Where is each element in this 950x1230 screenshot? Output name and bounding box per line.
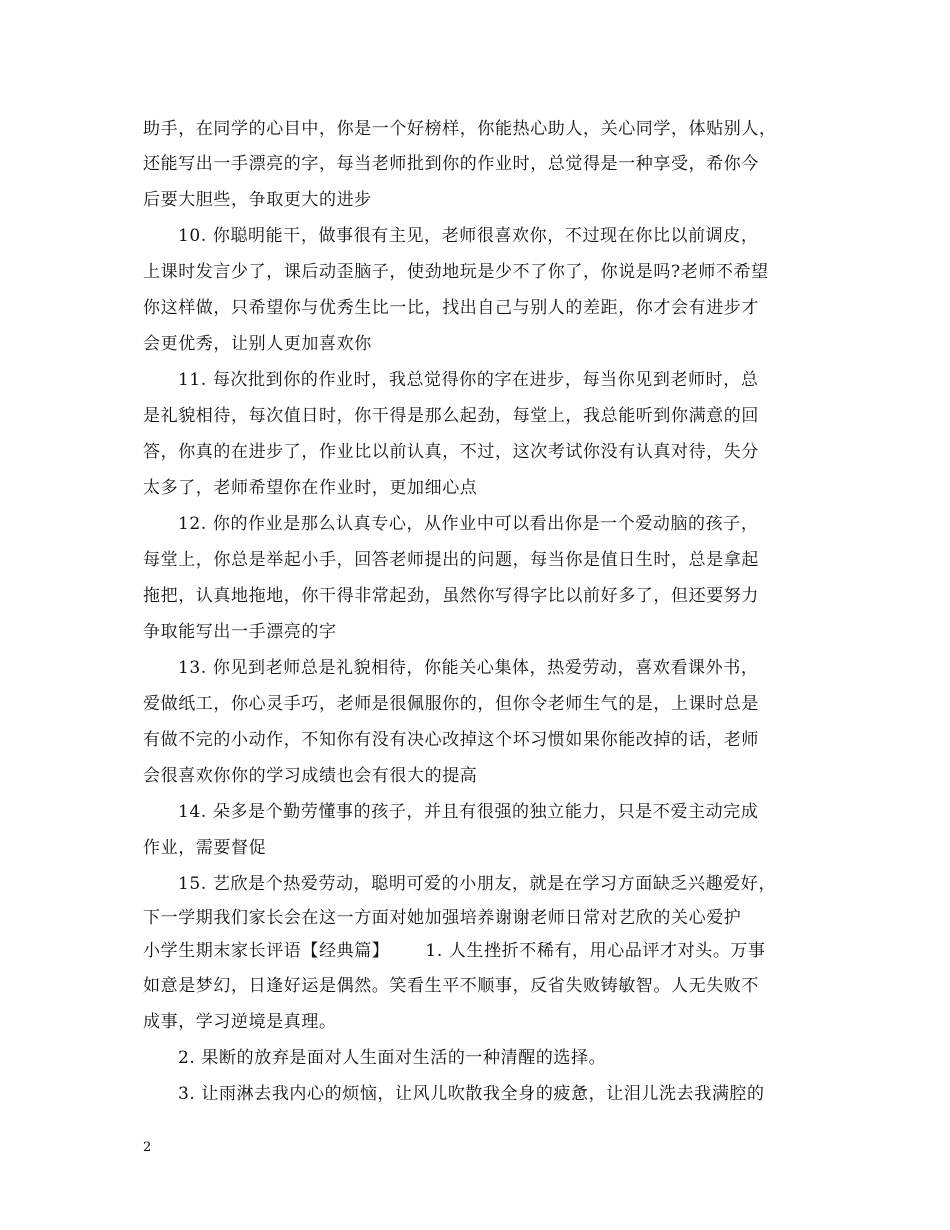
text-line: 后要大胆些，争取更大的进步 [143, 190, 372, 210]
paragraph-3-start: 3. 让雨淋去我内心的烦恼，让风儿吹散我全身的疲惫，让泪儿洗去我满腔的 [178, 1084, 765, 1104]
text-line: 成事，学习逆境是真理。 [143, 1012, 337, 1032]
text-line: 会很喜欢你你的学习成绩也会有很大的提高 [143, 766, 478, 786]
paragraph-11-start: 11. 每次批到你的作业时，我总觉得你的字在进步，每当你见到老师时，总 [178, 370, 759, 390]
paragraph-15-start: 15. 艺欣是个热爱劳动，聪明可爱的小朋友，就是在学习方面缺乏兴趣爱好， [178, 874, 777, 894]
text-line: 助手，在同学的心目中，你是一个好榜样，你能热心助人，关心同学，体贴别人， [143, 119, 777, 139]
section-heading-line [143, 939, 766, 963]
text-line: 答，你真的在进步了，作业比以前认真，不过，这次考试你没有认真对待，失分 [143, 442, 759, 462]
text-line: 你这样做，只希望你与优秀生比一比，找出自己与别人的差距，你才会有进步才 [143, 298, 759, 318]
text-line: 是礼貌相待，每次值日时，你干得是那么起劲，每堂上，我总能听到你满意的回 [143, 406, 759, 426]
section-first-item: 1. 人生挫折不稀有，用心品评才对头。万事 [425, 941, 766, 961]
paragraph-13-start: 13. 你见到老师总是礼貌相待，你能关心集体，热爱劳动，喜欢看课外书， [178, 658, 759, 678]
text-line: 有做不完的小动作，不知你有没有决心改掉这个坏习惯如果你能改掉的话，老师 [143, 730, 759, 750]
text-line: 会更优秀，让别人更加喜欢你 [143, 334, 372, 354]
text-line: 上课时发言少了，课后动歪脑子，使劲地玩是少不了你了，你说是吗?老师不希望 [143, 262, 769, 282]
text-line: 爱做纸工，你心灵手巧，老师是很佩服你的，但你令老师生气的是，上课时总是 [143, 694, 759, 714]
text-line: 如意是梦幻，日逢好运是偶然。笑看生平不顺事，反省失败铸敏智。人无失败不 [143, 976, 759, 996]
paragraph-12-start: 12. 你的作业是那么认真专心，从作业中可以看出你是一个爱动脑的孩子， [178, 514, 759, 534]
text-line: 拖把，认真地拖地，你干得非常起劲，虽然你写得字比以前好多了，但还要努力 [143, 586, 759, 606]
text-line: 作业，需要督促 [143, 838, 267, 858]
paragraph-2-start: 2. 果断的放弃是面对人生面对生活的一种清醒的选择。 [178, 1048, 607, 1068]
page-number: 2 [143, 1140, 152, 1155]
text-line: 每堂上，你总是举起小手，回答老师提出的问题，每当你是值日生时，总是拿起 [143, 550, 759, 570]
paragraph-14-start: 14. 朵多是个勤劳懂事的孩子，并且有很强的独立能力，只是不爱主动完成 [178, 802, 759, 822]
paragraph-10-start: 10. 你聪明能干，做事很有主见，老师很喜欢你，不过现在你比以前调皮， [178, 226, 759, 246]
text-line: 还能写出一手漂亮的字，每当老师批到你的作业时，总觉得是一种享受，希你今 [143, 154, 759, 174]
text-line: 争取能写出一手漂亮的字 [143, 622, 337, 642]
section-title: 小学生期末家长评语【经典篇】 [143, 941, 390, 961]
text-line: 下一学期我们家长会在这一方面对她加强培养谢谢老师日常对艺欣的关心爱护 [143, 908, 742, 928]
text-line: 太多了，老师希望你在作业时，更加细心点 [143, 478, 478, 498]
